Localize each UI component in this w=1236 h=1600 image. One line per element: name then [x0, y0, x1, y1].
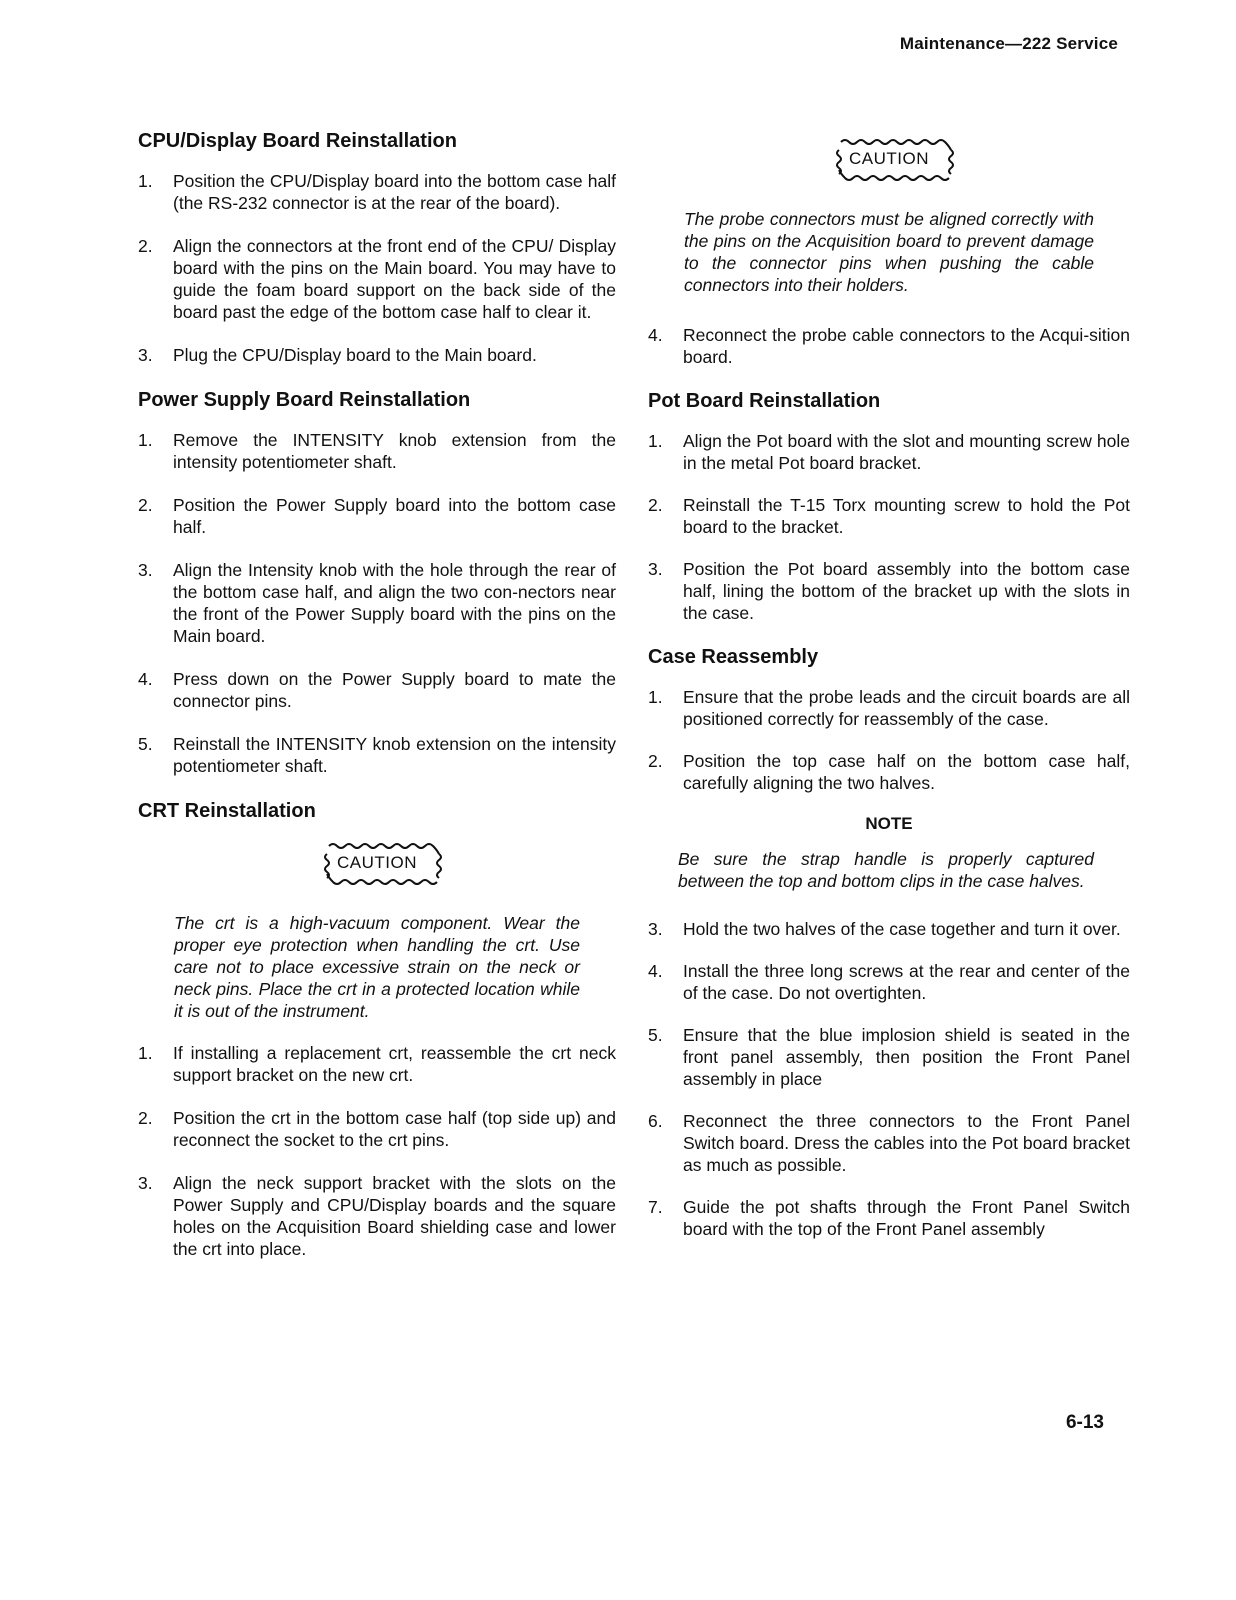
step-text: Guide the pot shafts through the Front Panel Switch board with the top of the Front Panel assembly — [683, 1197, 1130, 1239]
list-item — [138, 1172, 616, 1260]
step-number: 2. — [648, 495, 663, 515]
list-item — [648, 1110, 1130, 1176]
step-text: Hold the two halves of the case together and turn it over. — [683, 919, 1121, 939]
step-number: 2. — [138, 236, 153, 256]
caution-badge — [833, 136, 945, 182]
note-heading: NOTE — [865, 814, 913, 833]
step-text: Remove the INTENSITY knob extension from the intensity potentiometer shaft. — [173, 430, 616, 472]
running-header: Maintenance—222 Service — [899, 34, 1118, 53]
step-number: 4. — [648, 961, 663, 981]
list-item — [138, 733, 616, 777]
step-text: Ensure that the probe leads and the circuit boards are all positioned correctly for reassembly of the case. — [683, 687, 1130, 729]
step-number: 1. — [648, 431, 663, 451]
step-text: Align the Pot board with the slot and mounting screw hole in the metal Pot board bracket. — [683, 431, 1130, 473]
list-item — [138, 1107, 616, 1151]
case-section-title: Case Reassembly — [648, 646, 819, 668]
list-item — [648, 1024, 1130, 1090]
note-text: Be sure the strap handle is properly captured between the top and bottom clips in the case halves. — [678, 849, 1094, 891]
page-number: 6-13 — [1065, 1412, 1104, 1433]
step-number: 2. — [138, 1108, 153, 1128]
step-number: 1. — [138, 171, 153, 191]
caution-callout — [138, 840, 616, 886]
step-number: 4. — [138, 669, 153, 689]
step-number: 7. — [648, 1197, 663, 1217]
step-number: 3. — [648, 559, 663, 579]
step-number: 2. — [138, 495, 153, 515]
step-number: 3. — [648, 919, 663, 939]
step-number: 6. — [648, 1111, 663, 1131]
power-steps-list — [138, 429, 616, 777]
step-text: Position the crt in the bottom case half (top side up) and reconnect the socket to the crt pins. — [173, 1108, 616, 1150]
list-item — [648, 750, 1130, 794]
left-column — [138, 128, 616, 1281]
list-item — [648, 324, 1130, 368]
step-text: Reinstall the INTENSITY knob extension on the intensity potentiometer shaft. — [173, 734, 616, 776]
list-item — [138, 170, 616, 214]
case-steps-list-continued — [648, 918, 1130, 1240]
case-steps-list — [648, 686, 1130, 794]
step-text: Press down on the Power Supply board to mate the connector pins. — [173, 669, 616, 711]
list-item — [648, 960, 1130, 1004]
step-text: Align the Intensity knob with the hole through the rear of the bottom case half, and align the two con-nectors near the front of the Power Supply board with the pins on the Main board. — [173, 560, 616, 646]
step-number: 1. — [648, 687, 663, 707]
step-number: 3. — [138, 560, 153, 580]
step-text: Plug the CPU/Display board to the Main board. — [173, 345, 537, 365]
step-number: 1. — [138, 1043, 153, 1063]
step-text: Position the Pot board assembly into the bottom case half, lining the bottom of the bracket up with the slots in the case. — [683, 559, 1130, 623]
step-number: 2. — [648, 751, 663, 771]
pot-section-title: Pot Board Reinstallation — [648, 390, 881, 412]
step-number: 5. — [648, 1025, 663, 1045]
caution-label: CAUTION — [337, 853, 417, 872]
caution-callout — [648, 136, 1130, 182]
step-text: Reconnect the probe cable connectors to the Acqui-sition board. — [683, 325, 1130, 367]
crt-section-title: CRT Reinstallation — [138, 800, 316, 822]
list-item — [138, 559, 616, 647]
crt-steps-list — [138, 1042, 616, 1260]
list-item — [138, 494, 616, 538]
list-item — [138, 429, 616, 473]
step-text: Position the top case half on the bottom case half, carefully aligning the two halves. — [683, 751, 1130, 793]
cpu-steps-list — [138, 170, 616, 366]
step-text: Position the CPU/Display board into the bottom case half (the RS-232 connector is at the rear of the board). — [173, 171, 616, 213]
list-item — [648, 430, 1130, 474]
step-number: 4. — [648, 325, 663, 345]
step-text: Align the connectors at the front end of the CPU/ Display board with the pins on the Main board. You may have to guide the foam board support on the back side of the board past the edge of the bottom case half to clear it. — [173, 236, 616, 322]
step-number: 3. — [138, 345, 153, 365]
probe-steps-list — [648, 324, 1130, 368]
list-item — [648, 494, 1130, 538]
step-text: Reinstall the T-15 Torx mounting screw to hold the Pot board to the bracket. — [683, 495, 1130, 537]
list-item — [138, 235, 616, 323]
list-item — [138, 1042, 616, 1086]
list-item — [648, 1196, 1130, 1240]
step-number: 1. — [138, 430, 153, 450]
caution-text: The probe connectors must be aligned correctly with the pins on the Acquisition board to prevent damage to the connector pins when pushing the cable connectors into their holders. — [684, 209, 1094, 295]
list-item — [648, 686, 1130, 730]
step-text: Ensure that the blue implosion shield is seated in the front panel assembly, then position the Front Panel assembly in place — [683, 1025, 1130, 1089]
right-column — [648, 132, 1130, 1260]
step-text: Position the Power Supply board into the bottom case half. — [173, 495, 616, 537]
step-number: 3. — [138, 1173, 153, 1193]
power-section-title: Power Supply Board Reinstallation — [138, 389, 471, 411]
list-item — [648, 918, 1130, 940]
step-text: If installing a replacement crt, reassemble the crt neck support bracket on the new crt. — [173, 1043, 616, 1085]
step-text: Install the three long screws at the rear and center of the of the case. Do not overtighten. — [683, 961, 1130, 1003]
caution-text: The crt is a high-vacuum component. Wear the proper eye protection when handling the crt. Use care not to place excessive strain on the neck or neck pins. Place the crt in a protected location while it is out of the instrument. — [174, 913, 580, 1021]
caution-badge — [321, 840, 433, 886]
list-item — [138, 668, 616, 712]
list-item — [138, 344, 616, 366]
list-item — [648, 558, 1130, 624]
step-text: Reconnect the three connectors to the Front Panel Switch board. Dress the cables into the Pot board bracket as much as possible. — [683, 1111, 1130, 1175]
step-text: Align the neck support bracket with the slots on the Power Supply and CPU/Display boards and the square holes on the Acquisition Board shielding case and lower the crt into place. — [173, 1173, 616, 1259]
step-number: 5. — [138, 734, 153, 754]
caution-label: CAUTION — [849, 149, 929, 168]
cpu-section-title: CPU/Display Board Reinstallation — [138, 130, 457, 152]
pot-steps-list — [648, 430, 1130, 624]
